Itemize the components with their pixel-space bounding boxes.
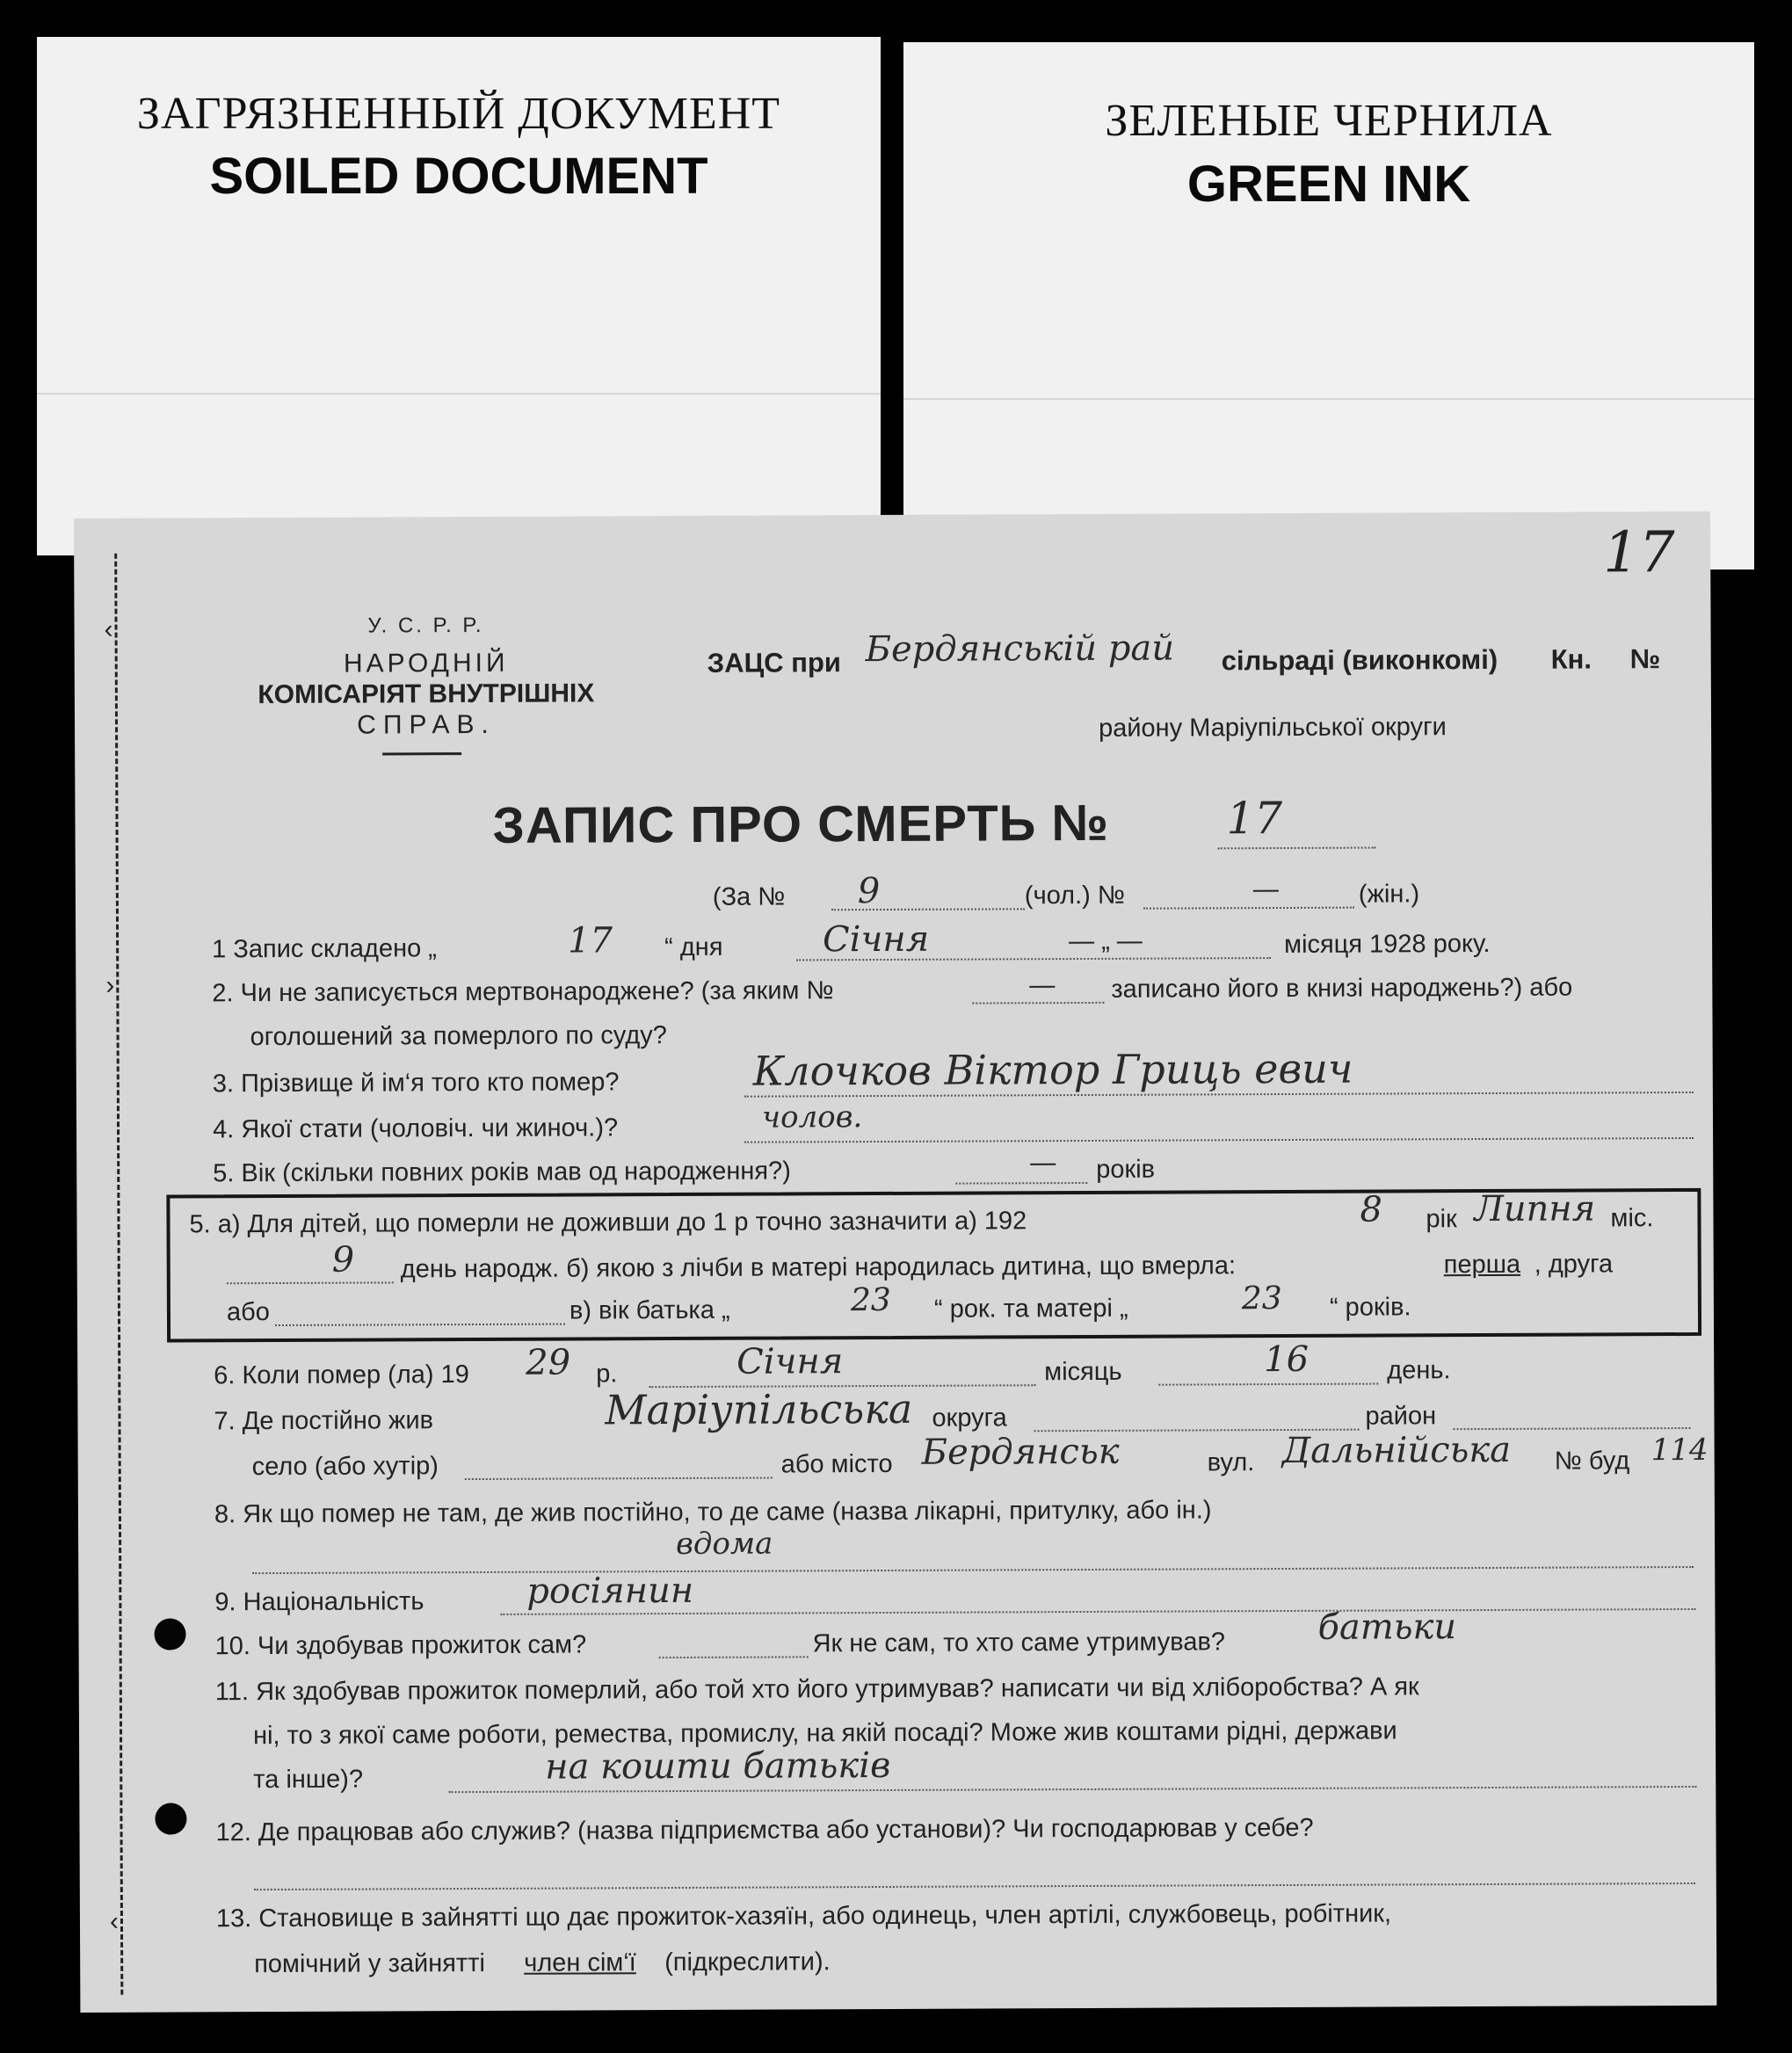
field-2-tail: записано його в книзі народжень?) або [1111, 973, 1573, 1004]
mother-age: 23 [1241, 1280, 1282, 1317]
birth-order-first: перша [1443, 1250, 1521, 1280]
subtitle-male: (чол.) № [1024, 881, 1126, 910]
field-line [252, 1566, 1694, 1574]
commissariat-line3: СПРАВ. [357, 709, 496, 740]
field-4-label: 4. Якої стати (чоловіч. чи жиноч.)? [212, 1114, 619, 1144]
field-11-line1: 11. Як здобував прожиток померлий, або той хто його утримував? написати чи від хліборобства? А як [214, 1672, 1419, 1707]
field-7-bud: № буд [1554, 1447, 1630, 1476]
field-line [659, 1656, 809, 1658]
residence-okruha: Маріупільська [605, 1384, 913, 1434]
field-2-label: 2. Чи не записується мертвонароджене? (за яким № [212, 976, 834, 1008]
green-ink-card [903, 42, 1754, 569]
field-7-selo: село (або хутір) [251, 1452, 439, 1482]
field-7-misto: або місто [780, 1449, 893, 1479]
field-line [1143, 907, 1354, 910]
death-record-page [74, 511, 1716, 2013]
soiled-label-en: SOILED DOCUMENT [209, 148, 708, 205]
margin-mark: ‹ [109, 1906, 120, 1936]
nationality: росіянин [526, 1570, 694, 1612]
field-line [465, 1477, 773, 1481]
ink-label-ru: ЗЕЛЕНЫЕ ЧЕРНИЛА [1105, 96, 1553, 146]
field-5-label: 5. Вік (скільки повних років мав од народження?) [213, 1157, 791, 1188]
field-1-mark: — „ — [1069, 926, 1143, 956]
zacs-place: Бердянській рай [865, 628, 1175, 671]
field-6-mis: місяць [1044, 1357, 1122, 1387]
field-12-label: 12. Де працював або служив? (назва підприємства або установи)? Чи господарював у себе? [215, 1813, 1314, 1847]
field-5a-ili: або [226, 1298, 270, 1327]
field-1-day: 17 [568, 920, 613, 961]
field-5a-years: “ років. [1329, 1293, 1411, 1322]
field-7-label: 7. Де постійно жив [214, 1406, 434, 1436]
supported-by: батьки [1317, 1607, 1457, 1648]
ink-label-en: GREEN INK [1186, 156, 1471, 213]
field-10-label: 10. Чи здобував прожиток сам? [214, 1630, 587, 1661]
field-7-rayon: район [1365, 1402, 1437, 1431]
page-number: 17 [1603, 520, 1675, 586]
field-11-line2: ні, то з якої саме роботи, ремества, промислу, на якій посаді? Може жив коштами рідні, держави [252, 1716, 1397, 1751]
field-line [1158, 1383, 1378, 1386]
field-5a-rik: рік [1426, 1205, 1457, 1234]
residence-city: Бердянськ [921, 1431, 1120, 1473]
subtitle-female: (жін.) [1358, 880, 1420, 909]
record-number-line [1218, 847, 1376, 850]
subtitle-prefix: (За № [712, 882, 786, 911]
field-line [831, 908, 1025, 910]
soiled-document-card [37, 37, 881, 555]
commissariat-line1: НАРОДНІЙ [343, 648, 509, 678]
record-number: 17 [1226, 793, 1283, 845]
residence-street: Дальнійська [1281, 1429, 1512, 1472]
header-rule [382, 752, 461, 755]
field-9-label: 9. Національність [214, 1587, 424, 1617]
field-5a-mis: міс. [1610, 1204, 1654, 1233]
card-divider [903, 398, 1754, 400]
punch-hole [155, 1803, 186, 1834]
perforation-line [114, 554, 123, 1995]
field-line [744, 1137, 1694, 1143]
livelihood: на кошти батьків [545, 1745, 891, 1788]
deceased-sex: чолов. [761, 1099, 863, 1135]
father-age: 23 [850, 1281, 891, 1319]
field-line [254, 1883, 1695, 1890]
death-month: Січня [736, 1341, 844, 1382]
card-divider [37, 393, 881, 395]
field-13-family-member: член сім‘ї [524, 1948, 636, 1977]
field-11-line3: та інше)? [253, 1765, 364, 1795]
death-year: 29 [526, 1342, 571, 1383]
soiled-label-ru: ЗАГРЯЗНЕННЫЙ ДОКУМЕНТ [136, 89, 781, 139]
book-no-label: № [1629, 643, 1661, 675]
field-5a-mother-label: “ рок. та матері „ [933, 1294, 1128, 1324]
birth-month: Липня [1474, 1188, 1596, 1230]
field-line [955, 1182, 1087, 1185]
field-5a-line1: 5. а) Для дітей, що померли не доживши до 1 р точно зазначити а) 192 [189, 1207, 1027, 1239]
ussr-heading: У. С. Р. Р. [367, 613, 484, 638]
zacs-suffix: сільраді (виконкомі) [1221, 643, 1498, 677]
female-record-number: — [1252, 875, 1279, 904]
field-2-line2: оголошений за померлого по суду? [250, 1021, 667, 1052]
field-6-tail: день. [1387, 1356, 1451, 1385]
book-label: Кн. [1550, 643, 1592, 675]
punch-hole [154, 1618, 185, 1650]
field-8-label: 8. Як що помер не там, де жив постійно, то де саме (назва лікарні, притулку, або ін.) [214, 1496, 1212, 1529]
field-2-value: — [1029, 971, 1056, 1000]
commissariat-line2: КОМІСАРІЯТ ВНУТРІШНІХ [258, 678, 595, 710]
field-10-mid: Як не сам, то хто саме утримував? [812, 1628, 1226, 1658]
record-title: ЗАПИС ПРО СМЕРТЬ № [492, 794, 1110, 854]
death-day: 16 [1264, 1338, 1310, 1381]
field-13-line2c: (підкреслити). [664, 1948, 831, 1977]
field-line [972, 1002, 1104, 1005]
birth-year-digit: 8 [1360, 1189, 1382, 1230]
field-6-r: р. [596, 1360, 618, 1389]
field-1-label: 1 Запис складено „ [212, 934, 437, 964]
district-label: району Маріупільської округи [1098, 713, 1447, 743]
field-1-tail: місяця 1928 року. [1284, 929, 1491, 959]
field-6-label: 6. Коли помер (ла) 19 [214, 1360, 469, 1390]
field-13-line2a: помічний у зайнятті [254, 1948, 485, 1979]
deceased-name: Клочков Віктор Гриць евич [752, 1044, 1353, 1095]
field-7-okruha: округа [932, 1404, 1007, 1433]
place-of-death: вдома [676, 1526, 773, 1563]
field-5a-father-label: в) вік батька „ [569, 1295, 730, 1325]
field-1-mid: “ дня [664, 932, 723, 962]
male-record-number: 9 [857, 871, 881, 912]
field-7-vul: вул. [1207, 1448, 1255, 1477]
birth-order-second: , друга [1534, 1250, 1614, 1279]
residence-building: 114 [1651, 1432, 1709, 1469]
field-3-label: 3. Прізвище й ім‘я того кто помер? [212, 1068, 620, 1099]
field-5-tail: років [1096, 1155, 1156, 1184]
field-5a-line2: день народж. б) якою з лічби в матері народилась дитина, що вмерла: [400, 1251, 1237, 1284]
margin-mark: › [105, 970, 115, 1000]
birth-day: 9 [331, 1239, 355, 1280]
field-1-month: Січня [822, 918, 930, 961]
zacs-prefix: ЗАЦС при [707, 647, 841, 678]
margin-mark: ‹ [104, 614, 113, 644]
deceased-age: — [1030, 1149, 1056, 1178]
field-13-line1: 13. Становище в зайнятті що дає прожиток-хазяїн, або одинець, член артілі, службовець, робітник, [215, 1899, 1392, 1933]
